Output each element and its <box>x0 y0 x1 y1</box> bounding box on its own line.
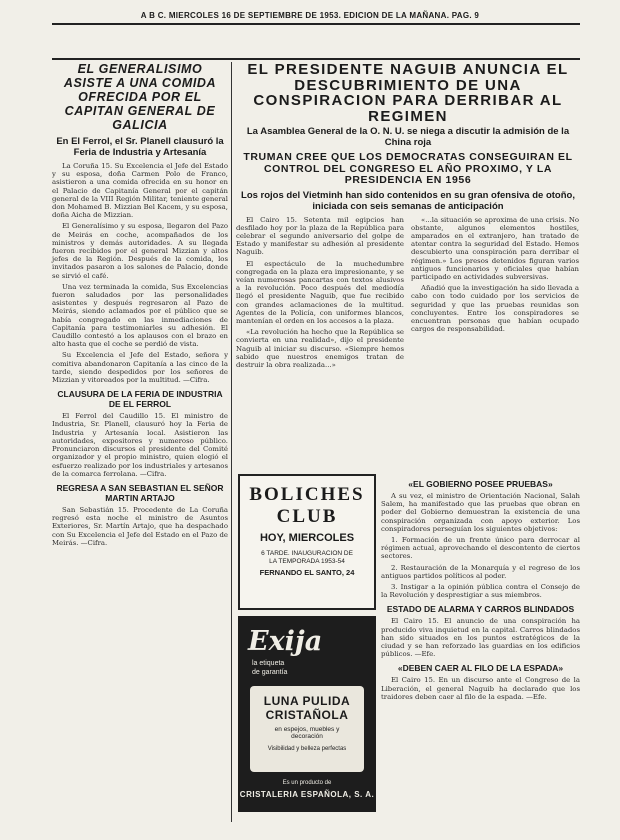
section-title-alarma: ESTADO DE ALARMA Y CARROS BLINDADOS <box>386 604 575 615</box>
right-text-col-b <box>411 216 579 373</box>
left-section-title-artajo: REGRESA A SAN SEBASTIAN EL SEÑOR MARTIN ARTAJO <box>56 482 224 503</box>
right-paragraph: A su vez, el ministro de Orientación Nacional, Salah Salem, ha manifestado que las pruebas que obran en poder del Gobierno demuestran la existencia de una conspiración organizada con apoyo exterior. Los conspiradores perseguían los siguientes objetivos: <box>381 492 580 533</box>
page-header: A B C. MIERCOLES 16 DE SEPTIEMBRE DE 1953. EDICION DE LA MAÑANA. PAG. 9 <box>140 11 480 20</box>
advertisements <box>238 474 376 812</box>
right-paragraph: 3. Instigar a la opinión pública contra el Consejo de la Revolución y desprestigiar a sus miembros. <box>381 583 580 600</box>
section-title-espada: «DEBEN CAER AL FILO DE LA ESPADA» <box>397 663 564 674</box>
left-paragraph: La Coruña 15. Su Excelencia el Jefe del Estado y su esposa, doña Carmen Polo de Franco, asistieron a una comida ofrecida en su honor en el Palacio de Capitanía General por el capitán general de la VIII Región Militar, teniente general don Mohamed B. Mizzian Bel Kacem, y su esposa, doña Aicha de Mizzian. <box>52 162 228 220</box>
ad-footer-company: CRISTALERIA ESPAÑOLA, S. A. <box>239 790 375 799</box>
right-paragraph: Añadió que la investigación ha sido llevada a cabo con todo cuidado por los servicios de seguridad y que las pruebas reunidas son concluyentes. Entre los conspiradores se encuentran personas que habían ocupado cargos de responsabilidad. <box>411 284 579 334</box>
right-paragraph: El Cairo 15. En un discurso ante el Congreso de la Liberación, el general Naguib ha declarado que los traidores deben caer al filo de la espada. —Efe. <box>381 676 580 701</box>
right-text-col-a <box>236 216 404 373</box>
left-paragraph: El Generalísimo y su esposa, llegaron del Pazo de Meirás en coche, acompañados de los ministros y demás autoridades. A su llegada fueron recibidos por el general Mizzian y altos jefes de la Región. Después de la comida, los invitados pasaron a los salones de Palacio, donde se sirvió el café. <box>52 222 228 280</box>
ad-exija-word: Exija <box>248 626 323 657</box>
column-divider <box>231 62 232 822</box>
ad-boliches-season: LA TEMPORADA 1953-54 <box>269 558 345 565</box>
right-paragraph: El Cairo 15. Setenta mil egipcios han desfilado hoy por la plaza de la República para celebrar el segundo aniversario del golpe de Estado y manifestar su adhesión al presidente Naguib. <box>236 215 404 257</box>
left-paragraph: Una vez terminada la comida, Sus Excelencias fueron saludados por las personalidades asistentes y después regresaron al Pazo de Meirás, siendo aclamados por el público que se había congregado en las inmediaciones de Capitanía para testimoniarles su adhesión. El Caudillo contestó a los aplausos con el brazo en alto hasta que el coche se perdió de vista. <box>52 282 228 349</box>
ad-label-line3: en espejos, muebles y <box>274 726 340 733</box>
left-paragraph: Su Excelencia el Jefe del Estado, señora y comitiva abandonaron Capitanía a las cinco de la tarde, siendo despedidos por los señores de Mizzian y vitoreados por la multitud. —Cifra. <box>52 351 228 385</box>
main-subhead-onu: La Asamblea General de la O. N. U. se niega a discutir la admisión de la China roja <box>246 126 570 148</box>
subhead-vietminh: Los rojos del Vietminh han sido contenidos en su gran ofensiva de otoño, iniciada con seis semanas de anticipación <box>241 189 575 212</box>
ad-label-line5: Visibilidad y belleza perfectas <box>267 746 347 752</box>
main-headline: EL PRESIDENTE NAGUIB ANUNCIA EL DESCUBRIMIENTO DE UNA CONSPIRACION PARA DERRIBAR AL REGIMEN <box>247 61 569 125</box>
ad-boliches-address: FERNANDO EL SANTO, 24 <box>259 568 355 577</box>
right-paragraph: «La revolución ha hecho que la República se convierta en una realidad», dijo el presidente Naguib al iniciar su discurso. «Siempre hemos sabido que nuestros enemigos tratan de destruir la obra realizada...» <box>236 328 404 369</box>
left-section-title-feria: CLAUSURA DE LA FERIA DE INDUSTRIA DE EL FERROL <box>57 389 223 410</box>
right-text-columns <box>236 216 580 373</box>
ad-label-line2: CRISTAÑOLA <box>265 708 349 722</box>
right-paragraph: 2. Restauración de la Monarquía y el regreso de los antiguos partidos políticos al poder. <box>381 563 580 580</box>
right-paragraph: El espectáculo de la muchedumbre congregada en la plaza era impresionante, y se veían numerosas pancartas con textos alusivos a la revolución. Poco después del mediodía llegó el presidente Naguib, que fue recibido con grandes aclamaciones de la multitud. Agentes de la Policía, con uniformes blancos, mantenían el orden en los accesos a la plaza. <box>236 259 404 325</box>
right-column <box>236 62 580 372</box>
ad-label-line1: LUNA PULIDA <box>263 694 351 708</box>
left-headline: EL GENERALISIMO ASISTE A UNA COMIDA OFRECIDA POR EL CAPITAN GENERAL DE GALICIA <box>63 62 217 132</box>
section-title-pruebas: «EL GOBIERNO POSEE PRUEBAS» <box>408 479 553 489</box>
ad-label-panel <box>250 686 364 772</box>
left-paragraph: San Sebastián 15. Procedente de La Coruña regresó esta noche el ministro de Asuntos Exteriores, Sr. Martín Artajo, que ha despachado con Su Excelencia el Jefe del Estado en el Pazo de Meirás. —Cifra. <box>52 505 228 547</box>
secondary-headline-truman: TRUMAN CREE QUE LOS DEMOCRATAS CONSEGUIRAN EL CONTROL DEL CONGRESO EL AÑO PROXIMO, Y LA PRESIDENCIA EN 1956 <box>243 151 573 186</box>
ad-boliches-club <box>238 474 376 610</box>
ad-exija-line2: de garantía <box>252 669 288 676</box>
ad-label-line4: decoración <box>291 733 323 740</box>
right-paragraph: El Cairo 15. El anuncio de una conspiración ha producido viva inquietud en la capital. Carros blindados han sido situados en los puntos estratégicos de la ciudad y se han reforzado las guardias en los edificios públicos. —Efe. <box>381 617 580 659</box>
ad-exija-line1: la etiqueta <box>252 660 285 667</box>
left-subhead: En El Ferrol, el Sr. Planell clausuró la Feria de Industria y Artesanía <box>56 136 224 158</box>
ad-boliches-date: HOY, MIERCOLES <box>259 532 355 544</box>
ad-boliches-club-word: CLUB <box>276 506 338 527</box>
right-paragraph: 1. Formación de un frente único para derrocar al régimen actual, aprovechando el descontento de ciertos sectores. <box>381 536 580 561</box>
right-paragraph: «...la situación se aproxima de una crisis. No obstante, algunos elementos hostiles, amparados en el extranjero, han tratado de atentar contra la seguridad del Estado. Hemos descubierto una conspiración para derribar el régimen.» Los presos detenidos figuran varios antiguos funcionarios y oficiales que habían participado en actividades subversivas. <box>411 215 579 281</box>
header-rule-bottom <box>52 58 580 60</box>
header-rule-top <box>52 23 580 25</box>
left-paragraph: El Ferrol del Caudillo 15. El ministro de Industria, Sr. Planell, clausuró hoy la Feria de Industria y Artesanía local. Asistieron las autoridades, expositores y numeroso público. Pronunciaron discursos el presidente del Comité organizador y el propio ministro, quien elogió el esfuerzo realizado por los industriales y artesanos de la comarca ferrolana. —Cifra. <box>52 412 228 478</box>
ad-boliches-title: BOLICHES <box>249 484 365 505</box>
ad-cristaleria <box>238 616 376 812</box>
ad-footer-line1: Es un producto de <box>282 780 332 786</box>
right-lower-column <box>381 474 580 704</box>
left-column <box>52 62 228 550</box>
ad-boliches-time: 6 TARDE. INAUGURACION DE <box>261 550 353 557</box>
